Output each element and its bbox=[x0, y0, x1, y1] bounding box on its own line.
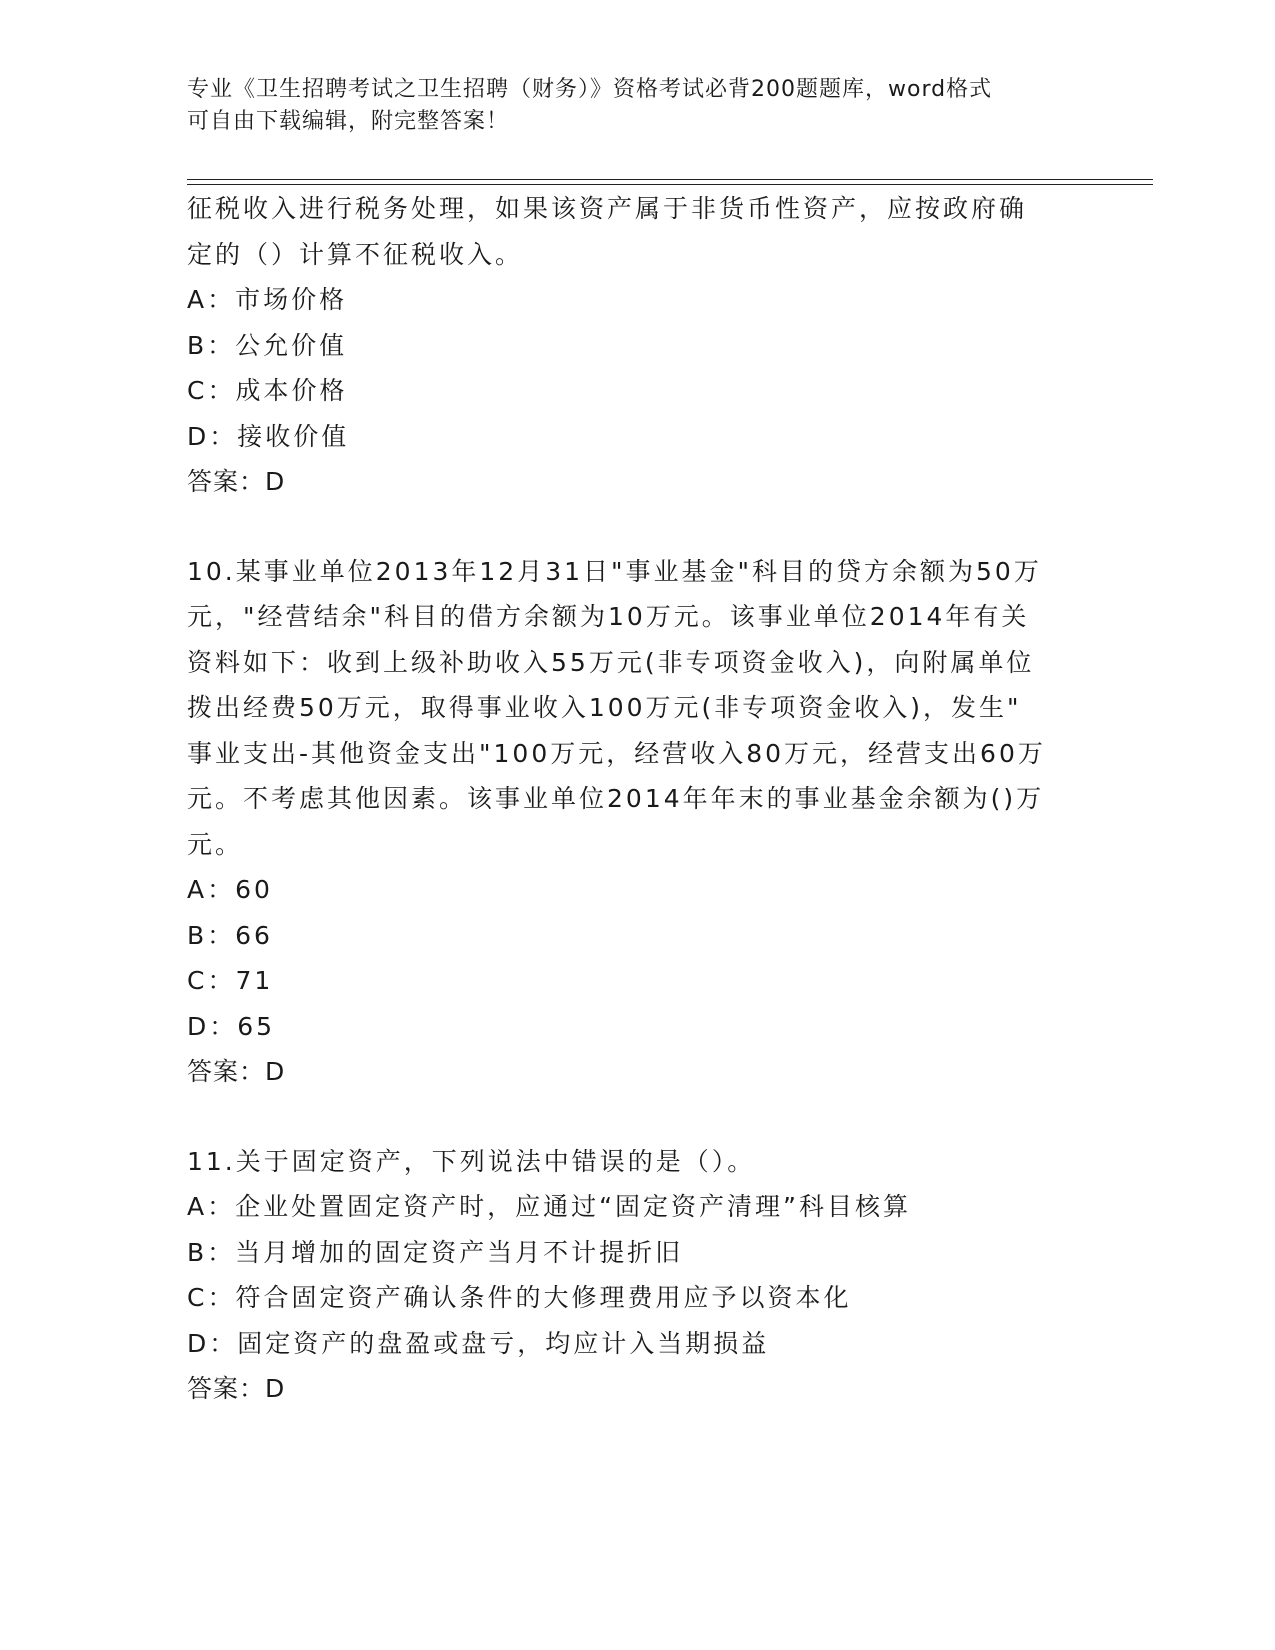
document-header bbox=[187, 74, 1067, 138]
option-d: D：接收价值 bbox=[187, 421, 350, 451]
option-a: A：60 bbox=[187, 875, 273, 904]
question-stem-line: 拨出经费50万元，取得事业收入100万元(非专项资金收入)，发生" bbox=[187, 693, 1022, 722]
header-title-line-1: 专业《卫生招聘考试之卫生招聘（财务）》资格考试必背200题题库，word格式 bbox=[187, 77, 993, 102]
option-a: A：市场价格 bbox=[187, 285, 348, 314]
question-stem-line: 10.某事业单位2013年12月31日"事业基金"科目的贷方余额为50万 bbox=[187, 556, 1042, 586]
question-content bbox=[187, 186, 1087, 1412]
option-c: C：符合固定资产确认条件的大修理费用应予以资本化 bbox=[187, 1283, 852, 1312]
question-stem-line: 定的（）计算不征税收入。 bbox=[187, 239, 524, 269]
question-stem-line: 资料如下：收到上级补助收入55万元(非专项资金收入)，向附属单位 bbox=[187, 647, 1035, 677]
question-stem-line: 征税收入进行税务处理，如果该资产属于非货币性资产，应按政府确 bbox=[187, 194, 1028, 223]
option-c: C：71 bbox=[187, 966, 274, 995]
option-a: A：企业处置固定资产时，应通过“固定资产清理”科目核算 bbox=[187, 1192, 912, 1221]
option-b: B：66 bbox=[187, 920, 273, 950]
option-b: B：公允价值 bbox=[187, 330, 348, 360]
question-stem-line: 11.关于固定资产，下列说法中错误的是（）。 bbox=[187, 1146, 756, 1176]
question-stem-line: 元，"经营结余"科目的借方余额为10万元。该事业单位2014年有关 bbox=[187, 602, 1030, 631]
option-c: C：成本价格 bbox=[187, 376, 348, 405]
question-stem-line: 事业支出-其他资金支出"100万元，经营收入80万元，经营支出60万 bbox=[187, 738, 1046, 768]
question-stem-line: 元。 bbox=[187, 829, 244, 859]
header-divider-bottom bbox=[187, 184, 1153, 185]
option-d: D：固定资产的盘盈或盘亏，均应计入当期损益 bbox=[187, 1328, 770, 1358]
question-stem-line: 元。不考虑其他因素。该事业单位2014年年末的事业基金余额为()万 bbox=[187, 784, 1045, 813]
option-b: B：当月增加的固定资产当月不计提折旧 bbox=[187, 1237, 684, 1267]
question-10 bbox=[187, 549, 1087, 1095]
answer-line: 答案：D bbox=[187, 467, 286, 496]
question-spacer bbox=[187, 505, 1087, 549]
header-title-line-2: 可自由下载编辑，附完整答案！ bbox=[187, 109, 510, 134]
header-divider-top bbox=[187, 179, 1153, 180]
answer-line: 答案：D bbox=[187, 1374, 286, 1403]
question-spacer bbox=[187, 1095, 1087, 1139]
option-d: D：65 bbox=[187, 1011, 276, 1041]
answer-line: 答案：D bbox=[187, 1057, 286, 1086]
question-11 bbox=[187, 1139, 1087, 1412]
question-9 bbox=[187, 186, 1087, 505]
